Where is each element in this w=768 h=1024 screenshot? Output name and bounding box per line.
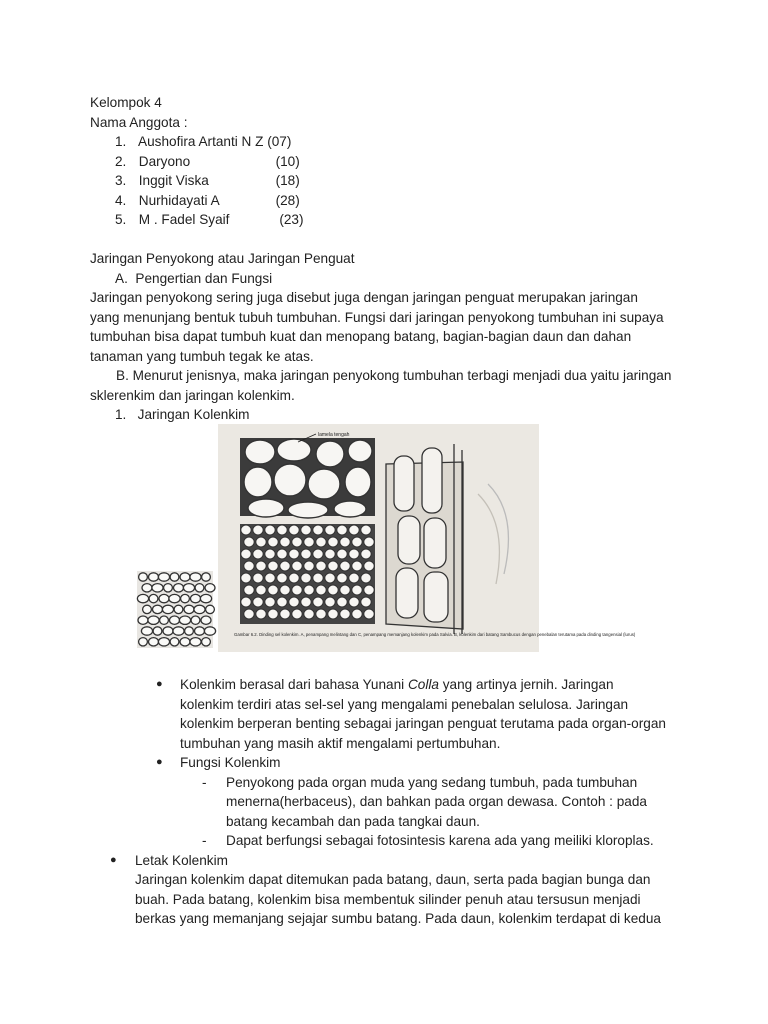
cell-shape bbox=[244, 585, 254, 595]
cell-shape bbox=[280, 585, 290, 595]
cell-shape bbox=[292, 561, 302, 571]
cell-shape bbox=[162, 605, 173, 613]
bullet-italic-term: Colla bbox=[407, 677, 439, 692]
cell-shape bbox=[173, 627, 184, 635]
cell-shape bbox=[289, 573, 299, 583]
cell-shape bbox=[364, 585, 374, 595]
cell-shape bbox=[170, 638, 179, 646]
cell-shape bbox=[265, 525, 275, 535]
cell-shape bbox=[349, 597, 359, 607]
bullet-text-line: kolenkim terdiri atas sel-sel yang mengalami penebalan selulosa. Jaringan bbox=[180, 696, 629, 712]
collenchyma-small-figure bbox=[137, 571, 213, 648]
cell-shape bbox=[328, 609, 338, 619]
members-label: Nama Anggota : bbox=[90, 114, 188, 130]
cell-shape bbox=[253, 525, 263, 535]
cell-shape bbox=[170, 616, 180, 624]
dash-marker: - bbox=[202, 774, 207, 790]
cell-shape bbox=[241, 525, 251, 535]
figure-label-top: lamela tengah bbox=[318, 432, 350, 438]
collenchyma-micrograph bbox=[137, 571, 213, 648]
bullet-text-line: tumbuhan yang masih aktif mengalami pertumbuhan. bbox=[180, 735, 501, 751]
cell-shape bbox=[337, 597, 347, 607]
cell-shape bbox=[183, 584, 194, 592]
cell-shape bbox=[301, 597, 311, 607]
bullet-heading: Letak Kolenkim bbox=[135, 852, 228, 868]
cell-shape bbox=[152, 584, 163, 592]
cell-shape bbox=[328, 537, 338, 547]
member-name: Daryono bbox=[138, 153, 191, 169]
cell-shape bbox=[244, 537, 254, 547]
paragraph-line: Jaringan penyokong sering juga disebut juga dengan jaringan penguat merupakan jaringan bbox=[90, 290, 638, 305]
bullet-heading: Fungsi Kolenkim bbox=[180, 755, 281, 770]
member-item bbox=[90, 171, 690, 191]
cell-shape bbox=[158, 638, 169, 646]
cell-shape bbox=[142, 584, 152, 592]
member-name: Nurhidayati A bbox=[138, 192, 220, 208]
member-item bbox=[90, 132, 690, 152]
subsection-a: A. Pengertian dan Fungsi bbox=[115, 270, 273, 286]
cell-shape bbox=[328, 585, 338, 595]
cell-shape bbox=[340, 585, 350, 595]
cell-shape bbox=[200, 594, 211, 602]
cell-shape bbox=[313, 525, 323, 535]
bullet-icon: ● bbox=[156, 678, 163, 690]
cell-shape bbox=[265, 597, 275, 607]
cell-shape bbox=[184, 605, 194, 613]
cell-shape bbox=[361, 525, 371, 535]
cell-shape bbox=[325, 573, 335, 583]
cell-shape bbox=[352, 585, 362, 595]
document-text bbox=[90, 93, 690, 425]
cell-shape bbox=[304, 561, 314, 571]
cell-shape bbox=[289, 597, 299, 607]
cell-shape bbox=[149, 573, 159, 581]
member-item bbox=[90, 152, 690, 172]
cell-shape bbox=[139, 638, 148, 646]
cell-shape bbox=[292, 585, 302, 595]
cell-shape bbox=[241, 597, 251, 607]
cell-shape bbox=[364, 561, 374, 571]
cell-shape bbox=[364, 537, 374, 547]
cell-shape bbox=[163, 627, 173, 635]
cell-shape bbox=[190, 638, 201, 646]
cell-shape bbox=[244, 561, 254, 571]
member-attendance-no: (18) bbox=[275, 173, 300, 188]
cell-shape bbox=[174, 584, 184, 592]
cell-shape bbox=[158, 573, 169, 581]
cell-shape bbox=[364, 609, 374, 619]
cell-shape bbox=[277, 573, 287, 583]
dash-item bbox=[90, 831, 690, 851]
cell-shape bbox=[169, 594, 180, 602]
cell-shape bbox=[268, 585, 278, 595]
cell-shape bbox=[253, 573, 263, 583]
cell-shape bbox=[179, 616, 190, 624]
cell-shape bbox=[204, 627, 215, 635]
cell-shape bbox=[153, 627, 162, 635]
cell-shape bbox=[277, 597, 287, 607]
bullet-text: Kolenkim berasal dari bahasa Yunani bbox=[180, 677, 408, 692]
cell-shape bbox=[256, 537, 266, 547]
cell-shape bbox=[268, 537, 278, 547]
bullet-text-line: berkas yang memanjang sejajar sumbu batang. Pada daun, kolenkim terdapat di kedua bbox=[135, 911, 661, 926]
dash-text-line: batang kecambah dan pada tangkai daun. bbox=[226, 813, 480, 829]
cell-shape bbox=[325, 549, 335, 559]
bullet-item-letak bbox=[90, 851, 690, 871]
collenchyma-figure bbox=[218, 424, 636, 652]
paragraph-line: sklerenkim dan jaringan kolenkim. bbox=[90, 387, 295, 403]
cell-shape bbox=[194, 605, 205, 613]
cell-shape bbox=[244, 609, 254, 619]
cell-shape bbox=[256, 585, 266, 595]
cell-shape bbox=[280, 537, 290, 547]
cell-shape bbox=[361, 573, 371, 583]
cell-shape bbox=[304, 585, 314, 595]
cell-shape bbox=[195, 627, 205, 635]
group-title: Kelompok 4 bbox=[90, 95, 162, 110]
subsection-1: 1. Jaringan Kolenkim bbox=[115, 407, 250, 422]
cell-shape bbox=[205, 584, 215, 592]
cell-shape bbox=[316, 585, 326, 595]
cell-shape bbox=[337, 549, 347, 559]
cell-shape bbox=[256, 609, 266, 619]
paragraph-line: yang menunjang bentuk tubuh tumbuhan. Fungsi dari jaringan penyokong tumbuhan ini supaya bbox=[90, 309, 664, 325]
cell-shape bbox=[292, 537, 302, 547]
cell-shape bbox=[277, 549, 287, 559]
figure-caption: Gambar 6.2. Dinding sel kolenkim. A, penampang melintang dan C, penampang memanjang kolenkim pada Salvia. B, kolenkim dari batang Sambucus dengan penebalan terutama pada dinding tangensial (lurus) bbox=[234, 632, 636, 637]
cell-shape bbox=[349, 525, 359, 535]
paragraph-line: tumbuhan bisa dapat tumbuh kuat dan menopang batang, bagian-bagian daun dan dahan bbox=[90, 329, 632, 344]
cell-shape bbox=[313, 549, 323, 559]
cell-shape bbox=[153, 605, 163, 613]
bullet-item-fungsi bbox=[90, 753, 690, 773]
cell-shape bbox=[289, 525, 299, 535]
cell-shape bbox=[316, 537, 326, 547]
paragraph-line: B. Menurut jenisnya, maka jaringan penyokong tumbuhan terbagi menjadi dua yaitu jaringan bbox=[116, 368, 672, 383]
cell-shape bbox=[141, 627, 152, 635]
bullet-icon: ● bbox=[156, 756, 163, 768]
collenchyma-diagram bbox=[218, 424, 636, 652]
cell-shape bbox=[149, 638, 159, 646]
cell-shape bbox=[340, 609, 350, 619]
member-number: 4. bbox=[115, 192, 127, 208]
cell-shape bbox=[361, 597, 371, 607]
cell-shape bbox=[241, 549, 251, 559]
member-name: Inggit Viska bbox=[138, 173, 209, 188]
cell-shape bbox=[289, 549, 299, 559]
cell-shape bbox=[253, 549, 263, 559]
cell-shape bbox=[268, 561, 278, 571]
cell-shape bbox=[138, 616, 148, 624]
cell-shape bbox=[148, 616, 159, 624]
cell-shape bbox=[174, 605, 183, 613]
cell-shape bbox=[280, 609, 290, 619]
cell-shape bbox=[313, 597, 323, 607]
cell-shape bbox=[316, 561, 326, 571]
cell-shape bbox=[349, 549, 359, 559]
member-attendance-no: (28) bbox=[275, 192, 300, 208]
cell-shape bbox=[201, 616, 211, 624]
member-number: 2. bbox=[115, 153, 127, 169]
cell-shape bbox=[180, 638, 190, 646]
cell-shape bbox=[304, 609, 314, 619]
cell-shape bbox=[256, 561, 266, 571]
bullet-icon: ● bbox=[110, 853, 117, 866]
bullet-text-line: buah. Pada batang, kolenkim bisa membentuk silinder penuh atau tersusun menjadi bbox=[135, 891, 641, 907]
bullet-text-line: kolenkim berperan benting sebagai jaringan penguat terutama pada organ-organ bbox=[180, 716, 666, 731]
bullet-text: yang artinya jernih. Jaringan bbox=[438, 677, 614, 692]
cell-shape bbox=[265, 549, 275, 559]
bullet-section bbox=[90, 675, 690, 929]
cell-shape bbox=[180, 573, 190, 581]
cell-shape bbox=[181, 594, 190, 602]
cell-shape bbox=[313, 573, 323, 583]
cell-shape bbox=[301, 549, 311, 559]
bullet-item-kolenkim bbox=[90, 675, 690, 695]
section-title: Jaringan Penyokong atau Jaringan Penguat bbox=[90, 251, 355, 266]
member-number: 5. bbox=[115, 212, 127, 227]
cell-shape bbox=[202, 573, 211, 581]
cell-shape bbox=[170, 573, 179, 581]
cell-shape bbox=[301, 573, 311, 583]
dash-text-line: menerna(herbaceus), dan bahkan pada organ dewasa. Contoh : pada bbox=[226, 794, 647, 809]
cell-shape bbox=[316, 609, 326, 619]
member-item bbox=[90, 191, 690, 211]
cell-shape bbox=[277, 525, 287, 535]
cell-shape bbox=[337, 573, 347, 583]
member-name: M . Fadel Syaif bbox=[138, 212, 230, 227]
cell-shape bbox=[304, 537, 314, 547]
cell-shape bbox=[241, 573, 251, 583]
cell-shape bbox=[349, 573, 359, 583]
cell-shape bbox=[361, 549, 371, 559]
panel-a-cells bbox=[240, 438, 375, 518]
member-name: Aushofira Artanti N Z (07) bbox=[138, 134, 292, 149]
cell-shape bbox=[195, 584, 204, 592]
cell-shape bbox=[352, 609, 362, 619]
member-number: 3. bbox=[115, 173, 127, 188]
cell-shape bbox=[202, 638, 211, 646]
member-attendance-no: (23) bbox=[275, 212, 304, 227]
cell-shape bbox=[325, 525, 335, 535]
cell-shape bbox=[137, 594, 148, 602]
dash-marker: - bbox=[202, 833, 207, 848]
cell-shape bbox=[352, 537, 362, 547]
cell-shape bbox=[139, 573, 148, 581]
dash-item bbox=[90, 773, 690, 793]
cell-shape bbox=[337, 525, 347, 535]
member-item bbox=[90, 210, 690, 230]
cell-shape bbox=[352, 561, 362, 571]
cell-shape bbox=[185, 627, 194, 635]
cell-shape bbox=[292, 609, 302, 619]
cell-shape bbox=[328, 561, 338, 571]
paragraph-line: tanaman yang tumbuh tegak ke atas. bbox=[90, 348, 314, 364]
dash-text-line: Dapat berfungsi sebagai fotosintesis karena ada yang meiliki kloroplas. bbox=[226, 833, 654, 848]
cell-shape bbox=[149, 594, 158, 602]
cell-shape bbox=[280, 561, 290, 571]
member-attendance-no: (10) bbox=[275, 153, 300, 169]
cell-shape bbox=[340, 537, 350, 547]
cell-shape bbox=[191, 594, 201, 602]
bullet-text-line: Jaringan kolenkim dapat ditemukan pada batang, daun, serta pada bagian bunga dan bbox=[135, 872, 651, 887]
cell-shape bbox=[191, 616, 200, 624]
cell-shape bbox=[253, 597, 263, 607]
cell-shape bbox=[265, 573, 275, 583]
cell-shape bbox=[340, 561, 350, 571]
cell-shape bbox=[143, 605, 152, 613]
cell-shape bbox=[164, 584, 173, 592]
cell-shape bbox=[206, 605, 215, 613]
cell-shape bbox=[190, 573, 201, 581]
dash-text-line: Penyokong pada organ muda yang sedang tumbuh, pada tumbuhan bbox=[226, 774, 638, 790]
member-number: 1. bbox=[115, 134, 127, 149]
cell-shape bbox=[159, 594, 169, 602]
cell-shape bbox=[301, 525, 311, 535]
cell-shape bbox=[268, 609, 278, 619]
cell-shape bbox=[325, 597, 335, 607]
cell-shape bbox=[160, 616, 169, 624]
